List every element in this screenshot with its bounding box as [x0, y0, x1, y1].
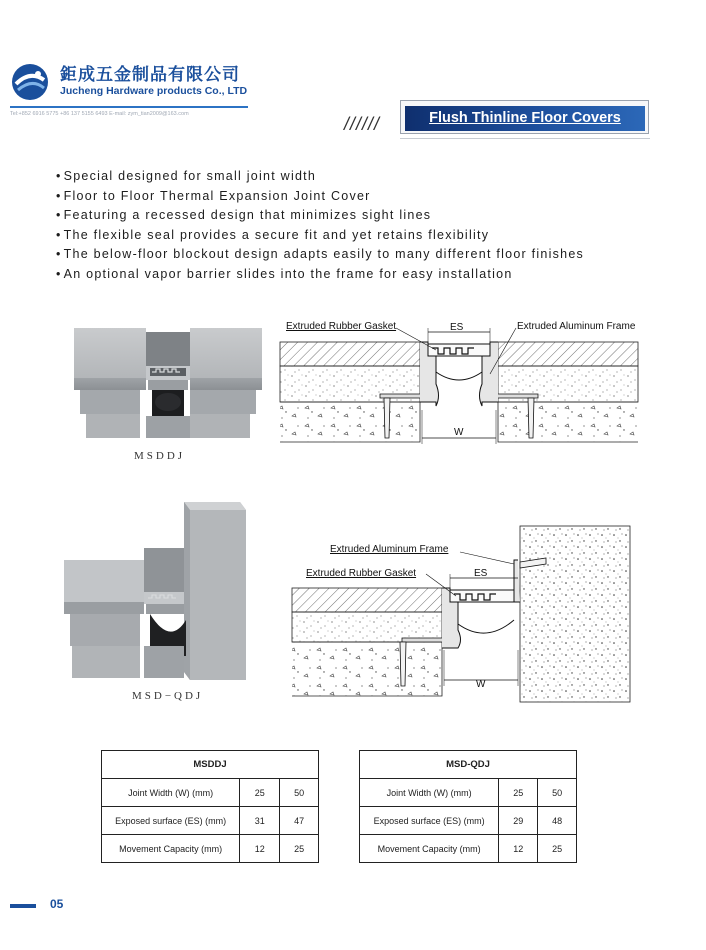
- row-value: 25: [280, 835, 319, 863]
- feature-list: [56, 167, 584, 285]
- jc-logo-icon: [10, 62, 50, 102]
- feature-item: • Featuring a recessed design that minimizes sight lines: [56, 206, 584, 226]
- msddj-spec-table: [101, 750, 319, 863]
- feature-item: • The flexible seal provides a secure fit and yet retains flexibility: [56, 226, 584, 246]
- title-divider: [400, 138, 650, 139]
- feature-item: • An optional vapor barrier slides into the frame for easy installation: [56, 265, 584, 285]
- table-title: MSDDJ: [102, 751, 319, 779]
- row-label: Movement Capacity (mm): [102, 835, 240, 863]
- row-value: 50: [280, 779, 319, 807]
- msddj-model-label: MSDDJ: [134, 450, 186, 462]
- feature-item: • Special designed for small joint width: [56, 167, 584, 187]
- footer-accent-bar: [10, 904, 36, 908]
- table-header-row: [360, 751, 577, 779]
- row-label: Exposed surface (ES) (mm): [102, 807, 240, 835]
- row-value: 25: [499, 779, 538, 807]
- d2-gasket-label: Extruded Rubber Gasket: [306, 568, 417, 579]
- row-value: 48: [538, 807, 577, 835]
- msdqdj-spec-table: [359, 750, 577, 863]
- row-value: 12: [499, 835, 538, 863]
- table-row: [102, 835, 319, 863]
- d2-es-label: ES: [474, 568, 488, 579]
- msdqdj-model-label: MSD−QDJ: [132, 690, 204, 702]
- msddj-section-drawing: [276, 314, 644, 458]
- company-logo: [10, 58, 260, 108]
- table-title: MSD-QDJ: [360, 751, 577, 779]
- row-value: 29: [499, 807, 538, 835]
- msdqdj-product-photo: [60, 496, 256, 682]
- company-name-en: Jucheng Hardware products Co., LTD: [60, 85, 248, 97]
- d1-frame-label: Extruded Aluminum Frame: [517, 321, 636, 332]
- feature-item: • Floor to Floor Thermal Expansion Joint Cover: [56, 187, 584, 207]
- table-row: [360, 807, 577, 835]
- page-title: Flush Thinline Floor Covers: [405, 106, 645, 131]
- msddj-product-photo: [66, 318, 272, 446]
- table-row: [360, 835, 577, 863]
- row-value: 31: [240, 807, 280, 835]
- title-slashes: //////: [344, 114, 381, 134]
- contact-info: Tel:+852 6916 5775 +86 137 5155 6493 E-mail: zym_tian2009@163.com: [10, 111, 189, 117]
- d1-gasket-label: Extruded Rubber Gasket: [286, 321, 397, 332]
- d2-w-label: W: [476, 679, 486, 690]
- d2-frame-label: Extruded Aluminum Frame: [330, 544, 449, 555]
- page-number: 05: [50, 897, 64, 911]
- row-label: Joint Width (W) (mm): [102, 779, 240, 807]
- row-label: Joint Width (W) (mm): [360, 779, 499, 807]
- feature-item: • The below-floor blockout design adapts easily to many different floor finishes: [56, 245, 584, 265]
- table-row: [360, 779, 577, 807]
- company-name-cn: 鉅成五金制品有限公司: [60, 65, 240, 85]
- row-value: 50: [538, 779, 577, 807]
- row-label: Movement Capacity (mm): [360, 835, 499, 863]
- row-label: Exposed surface (ES) (mm): [360, 807, 499, 835]
- row-value: 25: [538, 835, 577, 863]
- row-value: 47: [280, 807, 319, 835]
- table-row: [102, 779, 319, 807]
- table-row: [102, 807, 319, 835]
- d1-w-label: W: [454, 427, 464, 438]
- row-value: 12: [240, 835, 280, 863]
- msdqdj-section-drawing: [288, 520, 634, 706]
- row-value: 25: [240, 779, 280, 807]
- table-header-row: [102, 751, 319, 779]
- logo-underline: [10, 106, 248, 108]
- d1-es-label: ES: [450, 322, 464, 333]
